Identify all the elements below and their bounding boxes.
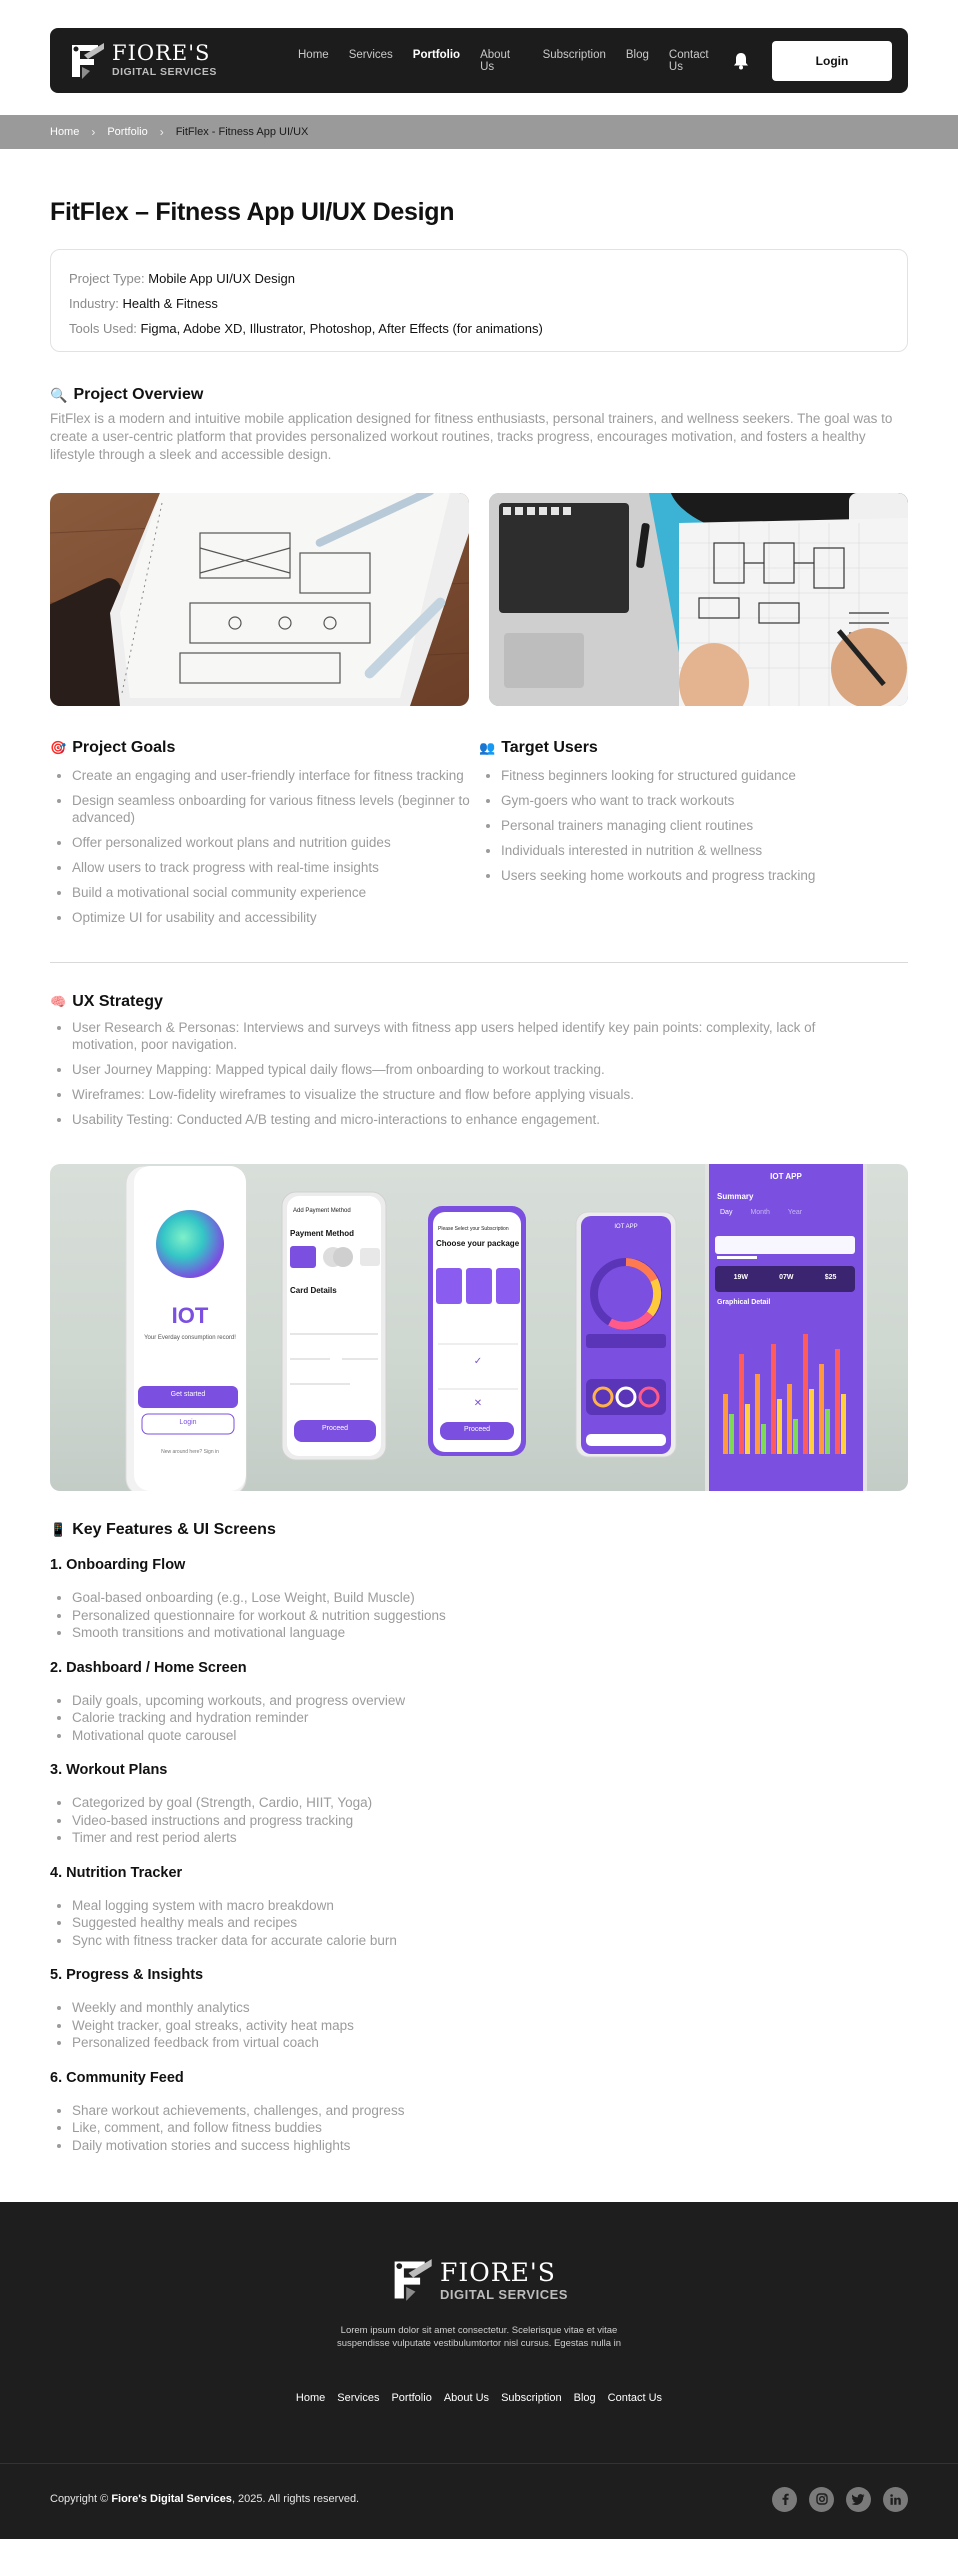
goals-target-row xyxy=(50,739,908,934)
section-divider xyxy=(50,962,908,963)
list-item: • Weekly and monthly analytics xyxy=(72,1999,908,2017)
list-item: • Allow users to track progress with real-time insights xyxy=(72,859,479,876)
phone-3-heading: Choose your package xyxy=(436,1239,520,1248)
list-item: • Timer and rest period alerts xyxy=(72,1829,908,1847)
photo-row xyxy=(50,493,908,706)
footer-nav-contact-us[interactable]: Contact Us xyxy=(607,2392,663,2404)
phone-3-back: Please Select your Subscription xyxy=(438,1226,509,1232)
bell-icon[interactable] xyxy=(730,50,752,72)
logo-mark-icon xyxy=(390,2256,434,2304)
phone-1-title: IOT xyxy=(171,1303,209,1328)
footer-logo[interactable] xyxy=(0,2202,958,2304)
twitter-icon[interactable] xyxy=(846,2487,871,2512)
svg-text:✕: ✕ xyxy=(473,1398,483,1409)
feature-group xyxy=(50,1762,908,1847)
list-item: • Optimize UI for usability and accessibility xyxy=(72,909,479,926)
phone-1-tagline: Your Everday consumption record! xyxy=(144,1335,236,1341)
feature-group xyxy=(50,1865,908,1950)
feature-title: 5. Progress & Insights xyxy=(50,1967,204,1983)
list-item: • User Research & Personas: Interviews and surveys with fitness app users helped identify key pain points: complexity, lack of motivation, poor navigation. xyxy=(72,1019,830,1053)
list-item: • Design seamless onboarding for various fitness levels (beginner to advanced) xyxy=(72,792,479,826)
ux-strategy-heading: 🧠 UX Strategy xyxy=(50,993,163,1010)
phone-1-footer: New around here? Sign in xyxy=(161,1449,219,1455)
svg-text:✓: ✓ xyxy=(473,1356,483,1367)
info-project-type: Project Type: Mobile App UI/UX Design xyxy=(69,271,295,286)
footer-nav-about-us[interactable]: About Us xyxy=(443,2392,490,2404)
breadcrumb-home[interactable]: Home xyxy=(50,126,80,138)
phone-login-button: Login xyxy=(179,1419,197,1426)
list-item: • Share workout achievements, challenges, and progress xyxy=(72,2102,908,2120)
footer-logo-name: FIORE'S xyxy=(440,2257,556,2287)
list-item: • Create an engaging and user-friendly interface for fitness tracking xyxy=(72,767,479,784)
phone-5-tabs: Day Month Year xyxy=(720,1209,803,1216)
list-item: • Sync with fitness tracker data for accurate calorie burn xyxy=(72,1932,908,1950)
list-item: • Fitness beginners looking for structured guidance xyxy=(501,767,908,784)
target-column xyxy=(479,739,908,934)
footer-logo-subtitle: DIGITAL SERVICES xyxy=(440,2286,568,2302)
feature-group xyxy=(50,1557,908,1642)
target-icon: 🎯 xyxy=(50,740,67,755)
nav-home[interactable]: Home xyxy=(298,48,329,61)
phone-2-card: Card Details xyxy=(290,1286,337,1295)
project-info-card xyxy=(50,249,908,352)
target-list xyxy=(479,767,908,884)
magnifier-icon: 🔍 xyxy=(50,386,68,403)
info-industry: Industry: Health & Fitness xyxy=(69,296,218,311)
list-item: • Suggested healthy meals and recipes xyxy=(72,1914,908,1932)
facebook-icon[interactable] xyxy=(772,2487,797,2512)
get-started-button: Get started xyxy=(170,1391,206,1398)
key-features-heading: 📱 Key Features & UI Screens xyxy=(50,1521,276,1538)
overview-text: FitFlex is a modern and intuitive mobile application designed for fitness enthusiasts, personal trainers, and wellness seekers. The goal was to create a user-centric platform that provides personalized workout routines, tracks progress, encourages motivation, and fosters a healthy lifestyle through a sleek and accessible design. xyxy=(50,411,893,462)
list-item: • Daily goals, upcoming workouts, and progress overview xyxy=(72,1692,908,1710)
phone-5-title: IOT APP xyxy=(770,1172,802,1181)
target-heading: 👥 Target Users xyxy=(479,739,598,756)
social-links xyxy=(772,2487,908,2512)
ux-strategy-section xyxy=(50,993,908,1128)
phone-5-summary: Summary xyxy=(717,1192,754,1201)
goals-list xyxy=(50,767,479,926)
chevron-right-icon: › xyxy=(91,125,96,139)
key-features-section xyxy=(50,1521,908,2154)
list-item: • Wireframes: Low-fidelity wireframes to visualize the structure and flow before applying visuals. xyxy=(72,1086,830,1103)
overview-section xyxy=(50,386,908,464)
list-item: • Calorie tracking and hydration reminder xyxy=(72,1709,908,1727)
feature-title: 6. Community Feed xyxy=(50,2069,184,2086)
goals-heading: 🎯 Project Goals xyxy=(50,739,176,756)
list-item: • Personal trainers managing client routines xyxy=(501,817,908,834)
footer-description: Lorem ipsum dolor sit amet consectetur. Scelerisque vitae et vitae suspendisse vulputate vestibulumtortor nisl cursus. Egestas nulla in xyxy=(336,2325,622,2349)
logo[interactable] xyxy=(68,41,268,81)
footer-bottom xyxy=(0,2463,958,2539)
footer-nav-blog[interactable]: Blog xyxy=(573,2392,596,2404)
footer-nav-home[interactable]: Home xyxy=(295,2392,326,2404)
page-title: FitFlex – Fitness App UI/UX Design xyxy=(50,198,455,226)
logo-name: FIORE'S xyxy=(112,41,211,66)
main-content xyxy=(50,198,908,2154)
app-mockup-banner xyxy=(50,1164,908,1491)
list-item: • Smooth transitions and motivational language xyxy=(72,1624,908,1642)
list-item: • User Journey Mapping: Mapped typical daily flows—from onboarding to workout tracking. xyxy=(72,1061,830,1078)
list-item: • Daily motivation stories and success highlights xyxy=(72,2137,908,2155)
breadcrumb-current: FitFlex - Fitness App UI/UX xyxy=(175,126,309,138)
phone-5-bar-chart xyxy=(709,1314,863,1464)
nav-about-us[interactable]: About Us xyxy=(480,48,511,73)
list-item: • Video-based instructions and progress tracking xyxy=(72,1812,908,1830)
logo-subtitle: DIGITAL SERVICES xyxy=(112,66,217,79)
feature-title: 4. Nutrition Tracker xyxy=(50,1864,183,1881)
linkedin-icon[interactable] xyxy=(883,2487,908,2512)
list-item: • Motivational quote carousel xyxy=(72,1727,908,1745)
navbar xyxy=(50,28,908,93)
list-item: • Personalized questionnaire for workout & nutrition suggestions xyxy=(72,1607,908,1625)
info-tools: Tools Used: Figma, Adobe XD, Illustrator, Photoshop, After Effects (for animations) xyxy=(69,321,543,336)
proceed-button: Proceed xyxy=(321,1425,349,1432)
footer xyxy=(0,2202,958,2539)
header xyxy=(0,0,958,115)
phone-2-payment: Payment Method xyxy=(290,1229,355,1238)
nav-services[interactable]: Services xyxy=(348,48,393,61)
feature-title: 2. Dashboard / Home Screen xyxy=(50,1659,247,1676)
feature-group xyxy=(50,2070,908,2155)
phone-5-graph-title: Graphical Detail xyxy=(717,1299,771,1306)
breadcrumb xyxy=(50,115,908,149)
list-item: • Individuals interested in nutrition & wellness xyxy=(501,842,908,859)
users-icon: 👥 xyxy=(479,740,496,755)
phone-2-back: Add Payment Method xyxy=(293,1208,351,1214)
footer-nav-portfolio[interactable]: Portfolio xyxy=(391,2392,432,2404)
proceed-button: Proceed xyxy=(463,1426,491,1433)
brain-icon: 🧠 xyxy=(50,994,67,1009)
chevron-right-icon: › xyxy=(159,125,164,139)
list-item: • Usability Testing: Conducted A/B testing and micro-interactions to enhance engagement. xyxy=(72,1111,830,1128)
feature-group xyxy=(50,1660,908,1745)
wireframe-notebook-image xyxy=(50,493,469,706)
login-button[interactable]: Login xyxy=(772,41,892,81)
footer-nav xyxy=(0,2392,958,2404)
feature-title: 1. Onboarding Flow xyxy=(50,1557,186,1573)
overview-heading: 🔍 Project Overview xyxy=(50,386,204,403)
main-nav xyxy=(288,49,730,73)
list-item: • Personalized feedback from virtual coach xyxy=(72,2034,908,2052)
list-item: • Goal-based onboarding (e.g., Lose Weight, Build Muscle) xyxy=(72,1589,908,1607)
nav-portfolio[interactable]: Portfolio xyxy=(412,48,461,61)
footer-nav-subscription[interactable]: Subscription xyxy=(501,2392,562,2404)
logo-mark-icon xyxy=(68,41,106,81)
copyright: Copyright © Fiore's Digital Services, 2025. All rights reserved. xyxy=(50,2493,360,2505)
phone-icon: 📱 xyxy=(50,1522,67,1537)
list-item: • Categorized by goal (Strength, Cardio, HIIT, Yoga) xyxy=(72,1794,908,1812)
sketching-laptop-image xyxy=(489,493,908,706)
ux-strategy-list xyxy=(50,1019,830,1128)
phone-4-title: IOT APP xyxy=(614,1224,638,1230)
list-item: • Offer personalized workout plans and nutrition guides xyxy=(72,834,479,851)
goals-column xyxy=(50,739,479,934)
list-item: • Users seeking home workouts and progress tracking xyxy=(501,867,908,884)
list-item: • Like, comment, and follow fitness buddies xyxy=(72,2119,908,2137)
breadcrumb-bar xyxy=(0,115,958,149)
phone-5-stats: 19W 07W $25 xyxy=(733,1274,837,1281)
footer-nav-services[interactable]: Services xyxy=(337,2392,380,2404)
list-item: • Build a motivational social community experience xyxy=(72,884,479,901)
list-item: • Gym-goers who want to track workouts xyxy=(501,792,908,809)
breadcrumb-portfolio[interactable]: Portfolio xyxy=(107,126,148,138)
feature-title: 3. Workout Plans xyxy=(50,1762,168,1778)
nav-blog[interactable]: Blog xyxy=(625,48,649,61)
nav-subscription[interactable]: Subscription xyxy=(542,48,606,61)
list-item: • Meal logging system with macro breakdown xyxy=(72,1897,908,1915)
list-item: • Weight tracker, goal streaks, activity heat maps xyxy=(72,2017,908,2035)
phone-1-welcome xyxy=(134,1303,246,1341)
nav-contact-us[interactable]: Contact Us xyxy=(668,48,709,73)
instagram-icon[interactable] xyxy=(809,2487,834,2512)
feature-group xyxy=(50,1967,908,2052)
